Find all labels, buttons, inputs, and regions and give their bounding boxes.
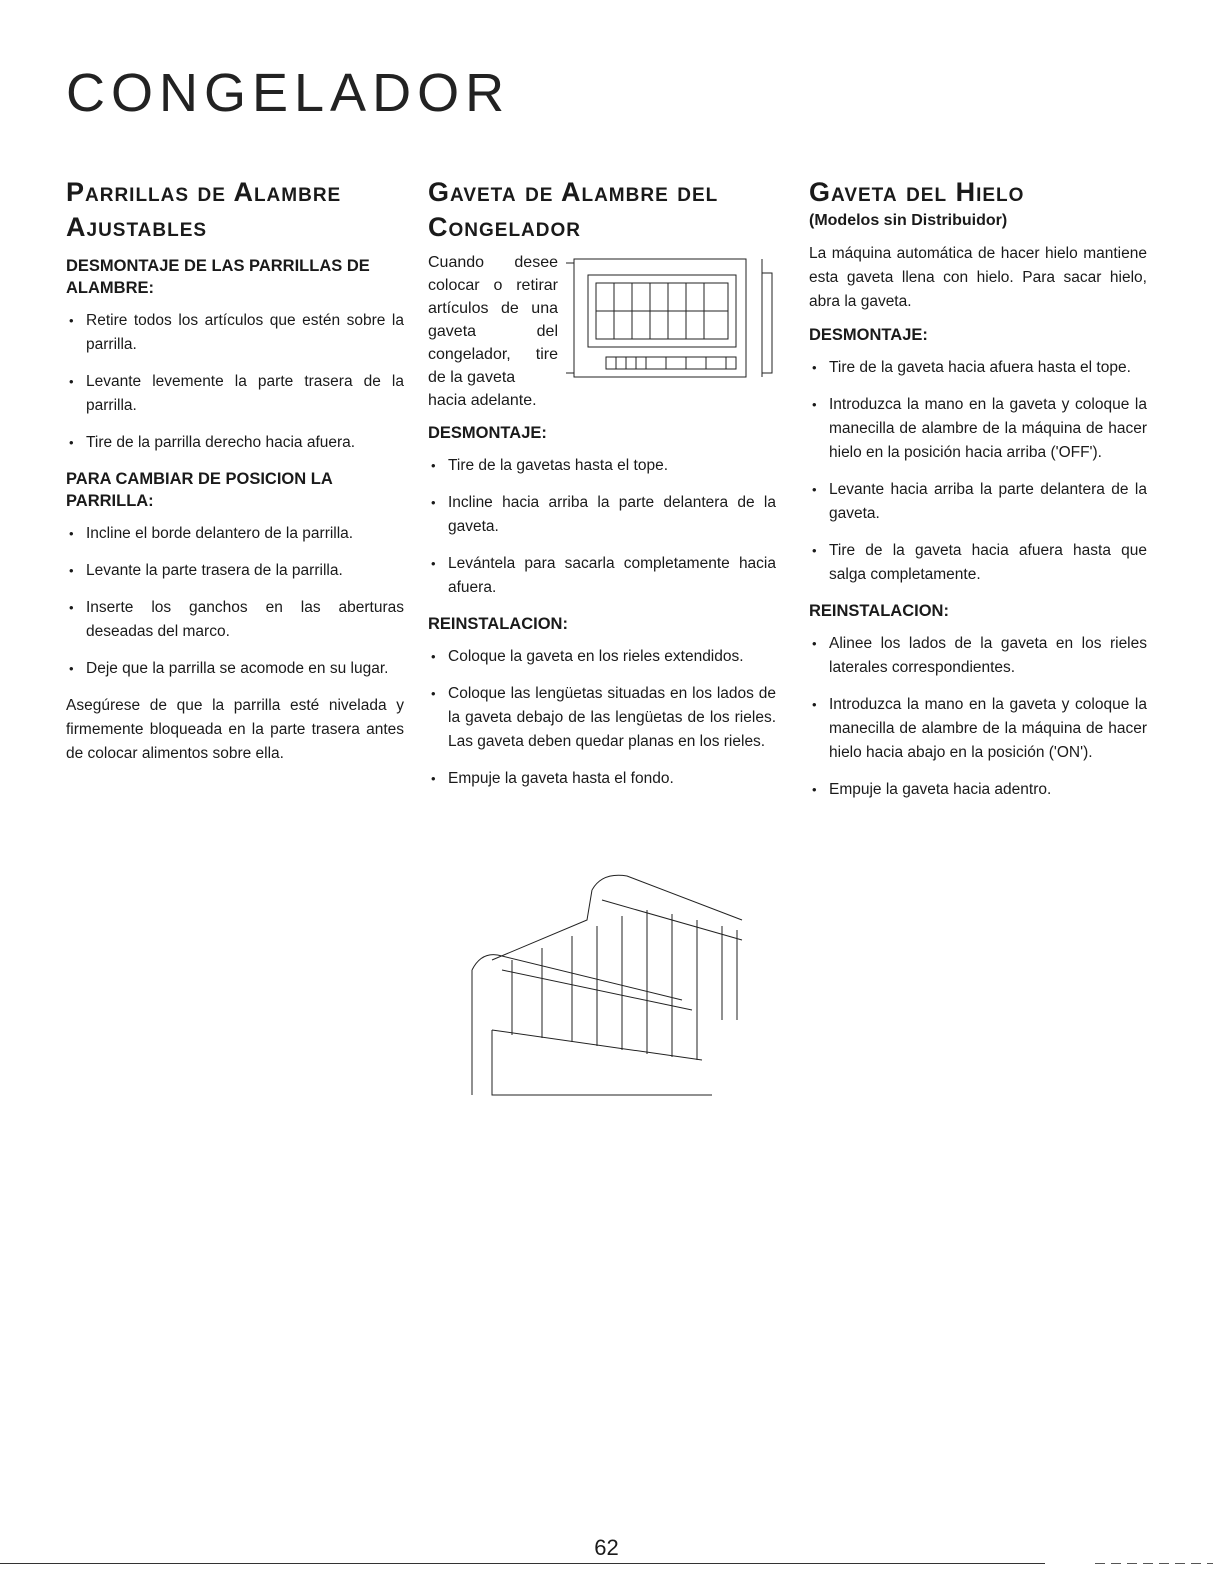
intro-paragraph: Cuando desee colocar o retirar artículos de una gaveta del congelador, tire de la gaveta xyxy=(428,254,558,386)
bullet-list-reposition xyxy=(66,522,404,681)
list-item: • Incline el borde delantero de la parrilla. xyxy=(66,522,404,546)
list-item: • Inserte los ganchos en las aberturas deseadas del marco. xyxy=(66,596,404,644)
bullet-list-removal xyxy=(66,309,404,455)
section-heading: Gaveta de Alambre del Congelador xyxy=(428,177,719,242)
list-item: • Levante levemente la parte trasera de la parrilla. xyxy=(66,370,404,418)
column-ice-drawer xyxy=(809,175,1147,815)
bullet-list-reinstall xyxy=(809,632,1147,802)
list-item: • Introduzca la mano en la gaveta y coloque la manecilla de alambre de la máquina de hacer hielo hacia abajo en la posición ('ON'). xyxy=(809,693,1147,765)
list-item: • Levántela para sacarla completamente hacia afuera. xyxy=(428,552,776,600)
list-item: • Deje que la parrilla se acomode en su lugar. xyxy=(66,657,404,681)
section-heading: Gaveta del Hielo xyxy=(809,177,1025,207)
list-item: • Empuje la gaveta hacia adentro. xyxy=(809,778,1147,802)
list-item: • Alinee los lados de la gaveta en los rieles laterales correspondientes. xyxy=(809,632,1147,680)
list-item: • Coloque las lengüetas situadas en los lados de la gaveta debajo de las lengüetas de los rieles. Las gaveta deben quedar planas en los rieles. xyxy=(428,682,776,754)
subheading-reinstall: REINSTALACION: xyxy=(809,602,949,620)
bullet-list-removal xyxy=(809,356,1147,587)
list-item: • Tire de la gaveta hacia afuera hasta el tope. xyxy=(809,356,1147,380)
subheading-removal: DESMONTAJE: xyxy=(428,424,547,442)
ice-bin-illustration xyxy=(452,860,762,1100)
bullet-list-removal xyxy=(428,454,776,600)
bullet-list-reinstall xyxy=(428,645,776,791)
list-item: • Tire de la gaveta hacia afuera hasta que salga completamente. xyxy=(809,539,1147,587)
intro-paragraph: La máquina automática de hacer hielo mantiene esta gaveta llena con hielo. Para sacar hielo, abra la gaveta. xyxy=(809,245,1147,310)
footer-rule xyxy=(0,1563,1045,1564)
list-item: • Incline hacia arriba la parte delantera de la gaveta. xyxy=(428,491,776,539)
list-item: • Levante la parte trasera de la parrilla. xyxy=(66,559,404,583)
list-item: • Levante hacia arriba la parte delantera de la gaveta. xyxy=(809,478,1147,526)
footer-rule-dashed xyxy=(1095,1563,1213,1564)
freezer-drawer-illustration xyxy=(566,253,776,381)
list-item: • Coloque la gaveta en los rieles extendidos. xyxy=(428,645,776,669)
page-title: CONGELADOR xyxy=(66,63,511,123)
section-heading: Parrillas de Alambre Ajustables xyxy=(66,177,342,242)
subheading-removal: DESMONTAJE DE LAS PARRILLAS DE ALAMBRE: xyxy=(66,257,370,297)
note-paragraph: Asegúrese de que la parrilla esté nivelada y firmemente bloqueada en la parte trasera antes de colocar alimentos sobre ella. xyxy=(66,697,404,762)
models-subtitle: (Modelos sin Distribuidor) xyxy=(809,212,1008,229)
column-wire-shelves xyxy=(66,175,404,776)
column-freezer-drawer xyxy=(428,175,776,804)
list-item: • Tire de la gavetas hasta el tope. xyxy=(428,454,776,478)
intro-block xyxy=(428,251,776,412)
intro-paragraph-end: hacia adelante. xyxy=(428,392,537,409)
list-item: • Tire de la parrilla derecho hacia afuera. xyxy=(66,431,404,455)
page-number: 62 xyxy=(594,1535,619,1560)
list-item: • Empuje la gaveta hasta el fondo. xyxy=(428,767,776,791)
subheading-reposition: PARA CAMBIAR DE POSICION LA PARRILLA: xyxy=(66,470,333,510)
subheading-removal: DESMONTAJE: xyxy=(809,326,928,344)
list-item: • Retire todos los artículos que estén sobre la parrilla. xyxy=(66,309,404,357)
subheading-reinstall: REINSTALACION: xyxy=(428,615,568,633)
list-item: • Introduzca la mano en la gaveta y coloque la manecilla de alambre de la máquina de hacer hielo en la posición hacia arriba ('OFF'). xyxy=(809,393,1147,465)
